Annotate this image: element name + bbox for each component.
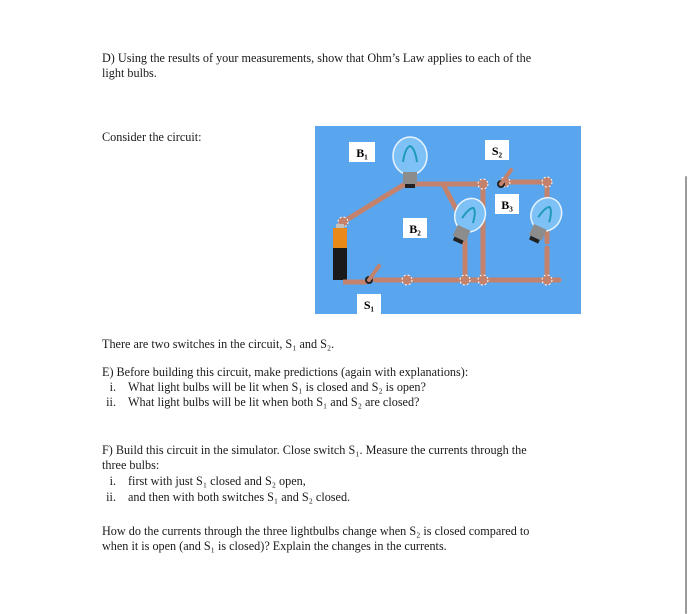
battery-positive	[333, 228, 347, 248]
question-line-2: when it is open (and S₁ is closed)? Explain the changes in the currents.	[102, 539, 447, 553]
question-line-1: How do the currents through the three lightbulbs change when S₂ is closed compared to	[102, 524, 530, 538]
question-text	[102, 524, 529, 554]
joint	[478, 275, 488, 285]
section-d-line-1: D) Using the results of your measurements, show that Ohm’s Law applies to each of the	[102, 51, 532, 65]
bulb-b1-base	[403, 172, 417, 184]
label-b3: B₃	[501, 198, 513, 212]
scrollbar[interactable]	[685, 176, 687, 614]
battery-negative	[333, 248, 347, 280]
joint	[542, 177, 552, 187]
section-e-item-1	[86, 380, 426, 395]
section-f-text	[102, 443, 527, 473]
joint	[542, 275, 552, 285]
section-f-item-2	[86, 490, 350, 505]
section-e-item-2	[86, 395, 419, 410]
label-s2: S₂	[491, 144, 503, 158]
joint	[460, 275, 470, 285]
list-number: ii.	[106, 490, 116, 504]
joint	[402, 275, 412, 285]
section-d-text	[102, 51, 531, 81]
list-number: i.	[109, 380, 116, 394]
switch-description: There are two switches in the circuit, S₁ and S₂.	[102, 337, 335, 351]
label-s1: S₁	[363, 298, 375, 312]
list-number: ii.	[106, 395, 116, 409]
circuit-diagram	[315, 126, 581, 314]
list-number: i.	[109, 474, 116, 488]
circuit-svg	[315, 126, 581, 314]
list-text: and then with both switches S₁ and S₂ closed.	[128, 490, 351, 504]
section-f-line-1: F) Build this circuit in the simulator. Close switch S₁. Measure the currents through the	[102, 443, 527, 457]
list-text: What light bulbs will be lit when both S₁ and S₂ are closed?	[128, 395, 420, 409]
consider-label: Consider the circuit:	[102, 130, 202, 144]
section-f-item-1	[86, 474, 306, 489]
list-text: first with just S₁ closed and S₂ open,	[128, 474, 306, 488]
section-f-line-2: three bulbs:	[102, 458, 160, 472]
list-text: What light bulbs will be lit when S₁ is closed and S₂ is open?	[128, 380, 426, 394]
battery	[333, 224, 347, 280]
section-d-line-2: light bulbs.	[102, 66, 157, 80]
label-b1: B₁	[356, 146, 368, 160]
joint	[478, 179, 488, 189]
battery-terminal	[336, 224, 344, 228]
label-b2: B₂	[409, 222, 421, 236]
section-e-intro: E) Before building this circuit, make predictions (again with explanations):	[102, 365, 469, 379]
